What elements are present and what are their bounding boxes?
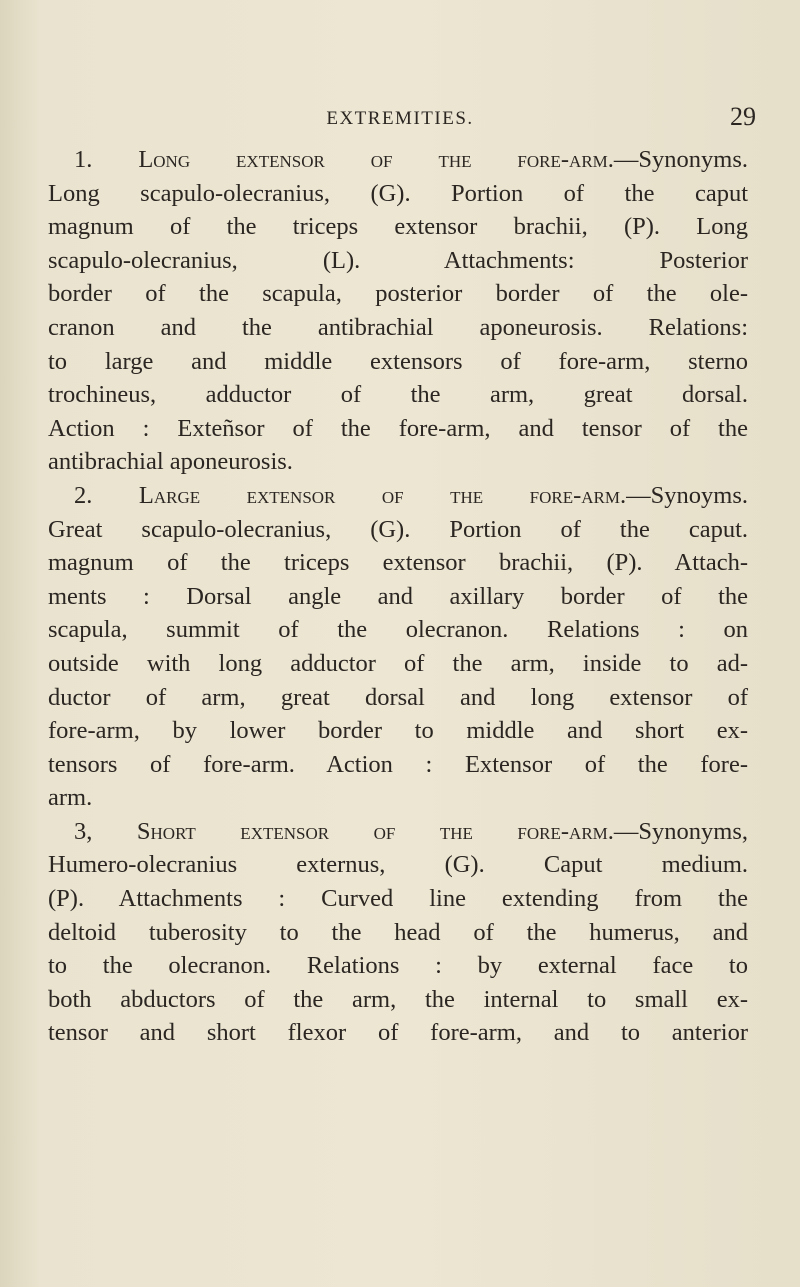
running-title: EXTREMITIES. xyxy=(326,108,474,129)
text-line: both abductors of the arm, the internal to small ex- xyxy=(48,985,748,1013)
text-line: antibrachial aponeurosis. xyxy=(48,448,293,476)
text-line: ments : Dorsal angle and axillary border of the xyxy=(48,582,748,610)
text-line: cranon and the antibrachial aponeurosis. Relations: xyxy=(48,313,748,341)
text-line: Long scapulo-olecranius, (G). Portion of the caput xyxy=(48,179,748,207)
text-line: 1. Long extensor of the fore-arm.—Synonyms. xyxy=(74,146,748,173)
text-line: ductor of arm, great dorsal and long extensor of xyxy=(48,683,748,711)
text-line: to large and middle extensors of fore-arm, sterno xyxy=(48,347,748,375)
text-line: trochineus, adductor of the arm, great dorsal. xyxy=(48,381,748,409)
text-line: tensor and short flexor of fore-arm, and to anterior xyxy=(48,1019,748,1047)
running-head xyxy=(40,100,760,140)
text-line: fore-arm, by lower border to middle and short ex- xyxy=(48,717,748,745)
text-line: Action : Exteñsor of the fore-arm, and tensor of the xyxy=(48,414,748,442)
text-line: scapula, summit of the olecranon. Relations : on xyxy=(48,616,748,644)
section-heading: 3, Short extensor of the fore-arm. xyxy=(74,817,614,845)
text-line: 2. Large extensor of the fore-arm.—Synoyms. xyxy=(74,481,748,509)
text-line: to the olecranon. Relations : by external face to xyxy=(48,952,748,980)
book-page xyxy=(40,0,760,1287)
body-text xyxy=(48,143,748,1050)
text-line: 3, Short extensor of the fore-arm.—Synonyms, xyxy=(74,817,748,845)
text-line: border of the scapula, posterior border of the ole- xyxy=(48,280,748,308)
section-heading: 2. Large extensor of the fore-arm. xyxy=(74,481,627,509)
text-line: magnum of the triceps extensor brachii, (P). Attach- xyxy=(48,549,748,577)
text-line: scapulo-olecranius, (L). Attachments: Posterior xyxy=(48,246,748,274)
text-line: magnum of the triceps extensor brachii, (P). Long xyxy=(48,213,748,241)
text-line: arm. xyxy=(48,784,93,812)
text-line: tensors of fore-arm. Action : Extensor of the fore- xyxy=(48,750,748,778)
text-line: (P). Attachments : Curved line extending from the xyxy=(48,885,748,913)
text-line: deltoid tuberosity to the head of the humerus, and xyxy=(48,918,748,946)
text-line: outside with long adductor of the arm, inside to ad- xyxy=(48,649,748,677)
section-heading: 1. Long extensor of the fore-arm. xyxy=(74,146,614,173)
text-line: Humero-olecranius externus, (G). Caput medium. xyxy=(48,851,748,879)
page-number: 29 xyxy=(730,102,756,131)
text-line: Great scapulo-olecranius, (G). Portion of the caput. xyxy=(48,515,748,543)
